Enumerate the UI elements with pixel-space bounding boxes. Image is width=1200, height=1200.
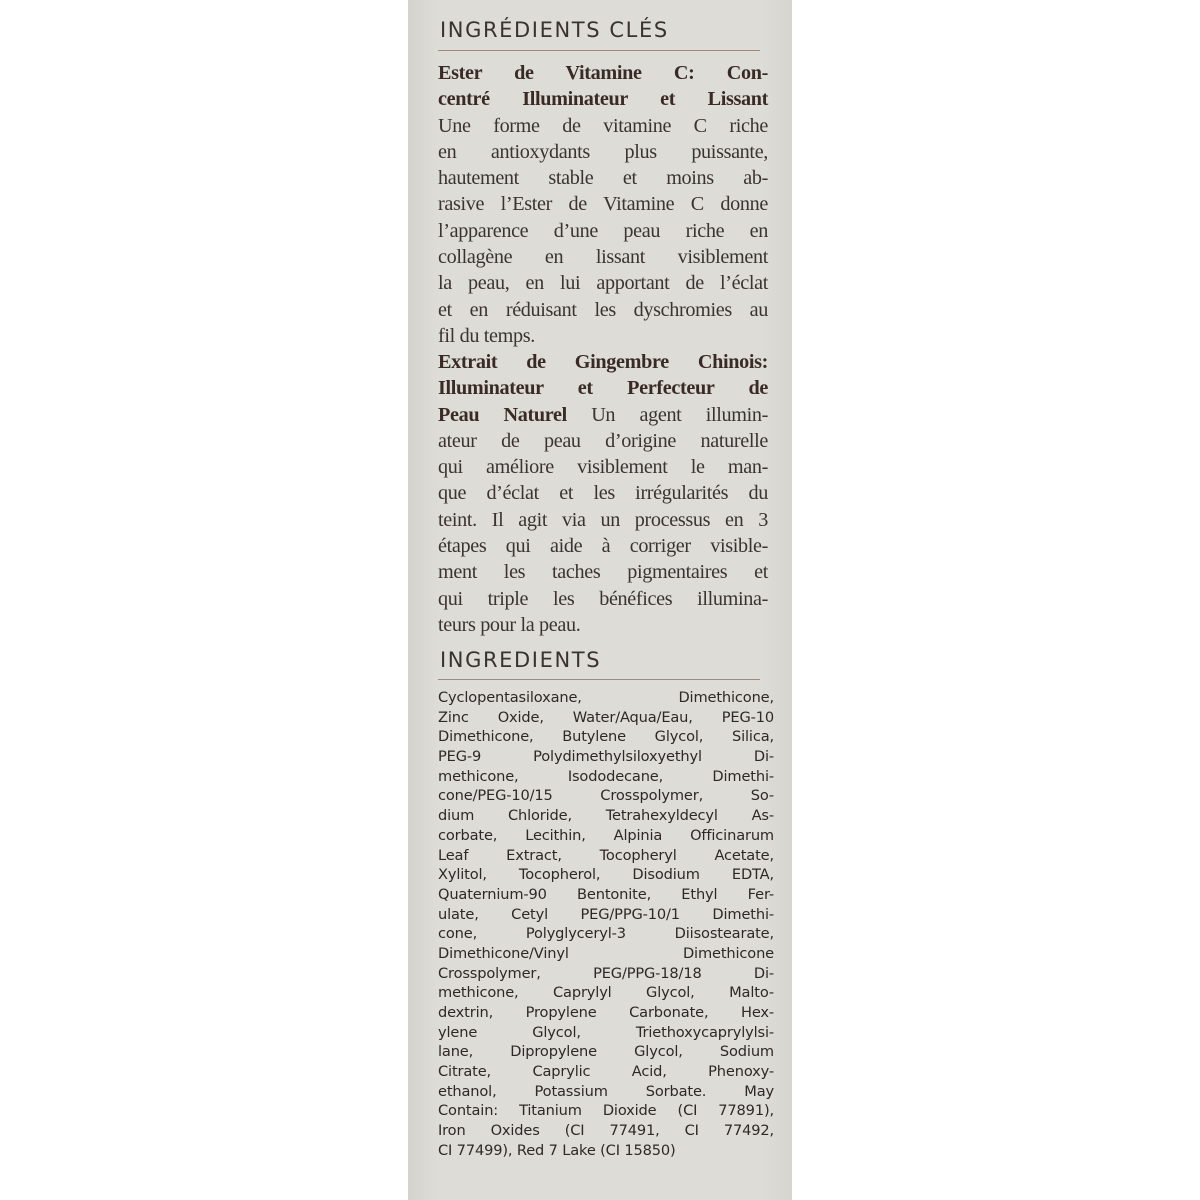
body-text: l’apparence d’une peau riche en bbox=[438, 219, 768, 242]
ingredient-line: ethanol, Potassium Sorbate. May bbox=[438, 1082, 774, 1100]
text-line bbox=[438, 139, 768, 165]
ingredient-line: ylene Glycol, Triethoxycaprylylsi- bbox=[438, 1023, 774, 1041]
ingredients-list bbox=[438, 688, 774, 1161]
body-text: en antioxydants plus puissante, bbox=[438, 140, 768, 163]
text-line bbox=[438, 113, 768, 139]
text-line bbox=[438, 402, 768, 428]
body-text: et en réduisant les dyschromies au bbox=[438, 298, 768, 321]
ingredient-line: Iron Oxides (CI 77491, CI 77492, bbox=[438, 1122, 774, 1140]
text-line bbox=[438, 428, 768, 454]
bold-title: Extrait de Gingembre Chinois: bbox=[438, 351, 768, 373]
ingredient-line: Leaf Extract, Tocopheryl Acetate, bbox=[438, 846, 774, 864]
ingredient-line: Xylitol, Tocopherol, Disodium EDTA, bbox=[438, 866, 774, 884]
ingredient-line: dextrin, Propylene Carbonate, Hex- bbox=[438, 1004, 774, 1021]
text-line bbox=[438, 507, 768, 533]
bold-title: centré Illuminateur et Lissant bbox=[438, 88, 768, 111]
text-line bbox=[438, 297, 768, 323]
ingredient-line: lane, Dipropylene Glycol, Sodium bbox=[438, 1043, 774, 1061]
body-text: ateur de peau d’origine naturelle bbox=[438, 429, 768, 452]
text-line bbox=[438, 559, 768, 585]
body-text: Une forme de vitamine C riche bbox=[438, 114, 768, 137]
ingredient-line: Crosspolymer, PEG/PPG-18/18 Di- bbox=[438, 964, 774, 982]
body-text: teurs pour la peau. bbox=[438, 613, 581, 636]
body-text: rasive l’Ester de Vitamine C donne bbox=[438, 193, 768, 216]
key-ingredients-heading: INGRÉDIENTS CLÉS bbox=[440, 18, 669, 42]
ingredient-line: dium Chloride, Tetrahexyldecyl As- bbox=[438, 807, 774, 825]
body-text: ment les taches pigmentaires et bbox=[438, 561, 768, 584]
ingredients-heading: INGREDIENTS bbox=[440, 648, 602, 672]
text-line bbox=[438, 586, 768, 612]
text-line bbox=[438, 165, 768, 191]
body-text: hautement stable et moins ab- bbox=[438, 167, 768, 190]
text-line bbox=[438, 533, 768, 559]
body-text: que d’éclat et les irrégularités du bbox=[438, 482, 768, 505]
text-line bbox=[438, 454, 768, 480]
body-text: teint. Il agit via un processus en 3 bbox=[438, 508, 768, 531]
ingredients-divider bbox=[438, 679, 760, 680]
text-line bbox=[438, 612, 768, 638]
text-line bbox=[438, 86, 768, 112]
text-line bbox=[438, 244, 768, 270]
bold-title: Ester de Vitamine C: Con- bbox=[438, 62, 768, 84]
ingredient-line: corbate, Lecithin, Alpinia Officinarum bbox=[438, 826, 774, 844]
text-line bbox=[438, 323, 768, 349]
text-line bbox=[438, 480, 768, 506]
text-line bbox=[438, 375, 768, 401]
vitamin-c-description bbox=[438, 60, 768, 349]
text-line bbox=[438, 191, 768, 217]
body-text: qui améliore visiblement le man- bbox=[438, 456, 768, 479]
body-text: étapes qui aide à corriger visible- bbox=[438, 535, 768, 558]
text-line bbox=[438, 218, 768, 244]
text-line bbox=[438, 60, 768, 86]
body-text: qui triple les bénéfices illumina- bbox=[438, 587, 768, 610]
heading-divider bbox=[438, 50, 760, 51]
bold-title: Illuminateur et Perfecteur de bbox=[438, 377, 768, 400]
ingredient-line: Zinc Oxide, Water/Aqua/Eau, PEG-10 bbox=[438, 708, 774, 726]
ingredient-line: Contain: Titanium Dioxide (CI 77891), bbox=[438, 1102, 774, 1120]
ingredients-panel bbox=[408, 0, 792, 1200]
ingredient-line: cone, Polyglyceryl-3 Diisostearate, bbox=[438, 925, 774, 943]
ingredient-line: Citrate, Caprylic Acid, Phenoxy- bbox=[438, 1063, 774, 1081]
bold-title: Peau Naturel bbox=[438, 403, 567, 426]
text-line bbox=[438, 270, 768, 296]
text-line bbox=[438, 349, 768, 375]
body-text: la peau, en lui apportant de l’éclat bbox=[438, 272, 768, 295]
ingredient-line: Quaternium-90 Bentonite, Ethyl Fer- bbox=[438, 885, 774, 903]
ingredient-line: cone/PEG-10/15 Crosspolymer, So- bbox=[438, 787, 774, 805]
ingredient-line: methicone, Caprylyl Glycol, Malto- bbox=[438, 984, 774, 1002]
ingredient-line: Cyclopentasiloxane, Dimethicone, bbox=[438, 689, 774, 706]
ginger-extract-description bbox=[438, 349, 768, 638]
body-text: fil du temps. bbox=[438, 324, 535, 347]
body-text: collagène en lissant visiblement bbox=[438, 246, 768, 269]
ingredient-line: methicone, Isododecane, Dimethi- bbox=[438, 767, 774, 785]
ingredient-line: CI 77499), Red 7 Lake (CI 15850) bbox=[438, 1141, 676, 1159]
ingredient-line: Dimethicone, Butylene Glycol, Silica, bbox=[438, 728, 774, 746]
ingredient-line: PEG-9 Polydimethylsiloxyethyl Di- bbox=[438, 748, 774, 766]
body-text: Un agent illumin- bbox=[566, 403, 769, 426]
ingredient-line: ulate, Cetyl PEG/PPG-10/1 Dimethi- bbox=[438, 905, 774, 923]
ingredient-line: Dimethicone/Vinyl Dimethicone bbox=[438, 944, 774, 962]
